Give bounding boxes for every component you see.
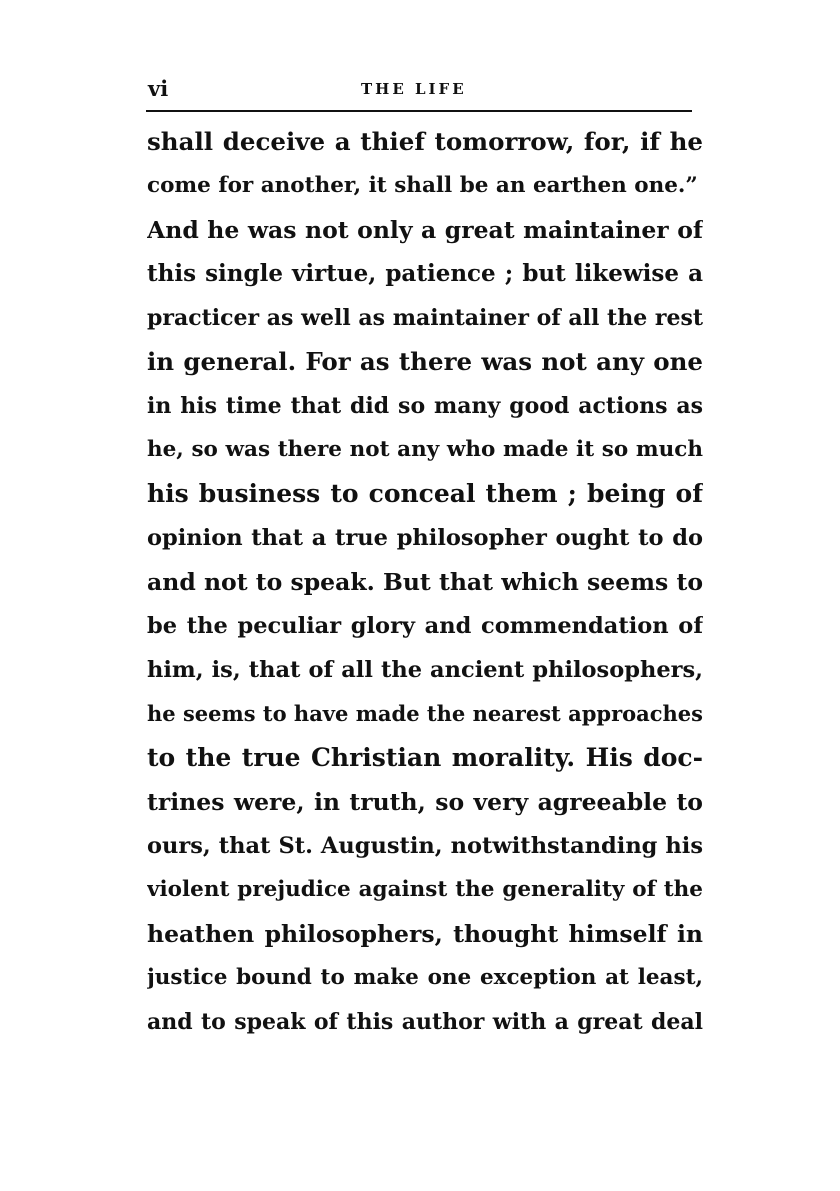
text-line: he seems to have made the nearest approaches <box>147 701 703 726</box>
text-line: him, is, that of all the ancient philosophers, <box>147 657 703 683</box>
text-line: in his time that did so many good actions as <box>147 393 703 419</box>
text-line: And he was not only a great maintainer of <box>147 216 703 244</box>
running-head: THE LIFE <box>361 80 467 98</box>
text-line: opinion that a true philosopher ought to do <box>147 525 703 551</box>
text-line: in general. For as there was not any one <box>147 347 703 376</box>
text-line: practicer as well as maintainer of all the rest <box>147 305 703 331</box>
text-line: and not to speak. But that which seems to <box>147 568 703 596</box>
text-line: he, so was there not any who made it so much <box>147 437 703 462</box>
text-line: trines were, in truth, so very agreeable to <box>147 788 703 816</box>
body-text <box>147 120 703 1044</box>
text-line: and to speak of this author with a great deal <box>147 1009 703 1035</box>
text-line: shall deceive a thief tomorrow, for, if he <box>147 127 703 156</box>
text-line: justice bound to make one exception at least, <box>147 965 703 990</box>
text-line: heathen philosophers, thought himself in <box>147 920 703 948</box>
text-line: come for another, it shall be an earthen one.” <box>147 173 698 198</box>
page-header <box>146 74 692 108</box>
text-line: his business to conceal them ; being of <box>147 479 703 508</box>
text-line: ours, that St. Augustin, notwithstanding his <box>147 833 703 859</box>
text-line: violent prejudice against the generality of the <box>147 877 703 902</box>
text-line: to the true Christian morality. His doc- <box>147 743 703 772</box>
page-number: vi <box>148 76 169 101</box>
text-line: be the peculiar glory and commendation of <box>147 613 703 639</box>
text-line: this single virtue, patience ; but likewise a <box>147 260 703 287</box>
header-rule <box>146 110 692 112</box>
